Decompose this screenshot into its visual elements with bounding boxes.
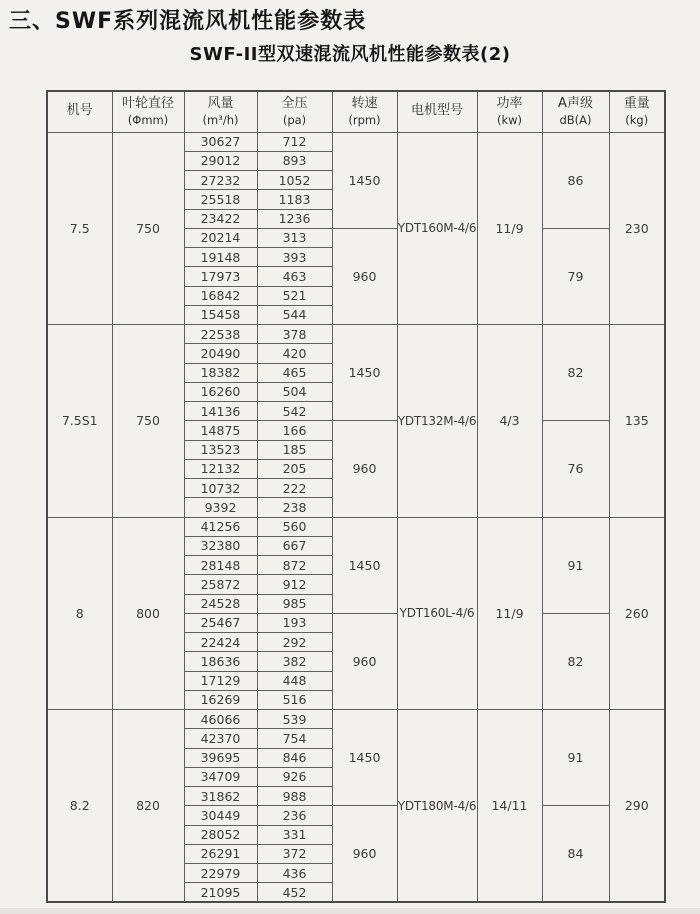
airflow-cell: 29012 xyxy=(184,151,257,170)
column-label: 风量 xyxy=(207,95,234,111)
weight-cell: 260 xyxy=(609,517,665,710)
noise-level-cell: 79 xyxy=(542,228,609,324)
noise-level-cell: 91 xyxy=(542,710,609,806)
airflow-cell: 22538 xyxy=(184,325,257,344)
noise-level-cell: 82 xyxy=(542,325,609,421)
airflow-cell: 16269 xyxy=(184,690,257,709)
airflow-cell: 18636 xyxy=(184,652,257,671)
column-header-weight xyxy=(609,91,665,132)
column-label: 转速 xyxy=(351,95,378,111)
diameter-cell: 750 xyxy=(112,325,184,518)
pressure-cell: 465 xyxy=(257,363,332,382)
table-row xyxy=(47,325,665,344)
pressure-cell: 448 xyxy=(257,671,332,690)
pressure-cell: 893 xyxy=(257,151,332,170)
table-row xyxy=(47,517,665,536)
motor-model-cell: YDT180M-4/6 xyxy=(397,710,477,903)
power-cell: 14/11 xyxy=(477,710,542,903)
airflow-cell: 14136 xyxy=(184,402,257,421)
pressure-cell: 185 xyxy=(257,440,332,459)
model-cell: 7.5S1 xyxy=(47,325,112,518)
column-header-model xyxy=(47,91,112,132)
pressure-cell: 521 xyxy=(257,286,332,305)
pressure-cell: 539 xyxy=(257,710,332,729)
column-unit: (pa) xyxy=(282,112,307,127)
pressure-cell: 420 xyxy=(257,344,332,363)
weight-cell: 230 xyxy=(609,132,665,325)
column-unit: (Φmm) xyxy=(127,112,169,127)
airflow-cell: 42370 xyxy=(184,729,257,748)
pressure-cell: 372 xyxy=(257,844,332,863)
power-cell: 11/9 xyxy=(477,132,542,325)
model-cell: 8.2 xyxy=(47,710,112,903)
pressure-cell: 504 xyxy=(257,382,332,401)
weight-cell: 290 xyxy=(609,710,665,903)
column-label: 功率 xyxy=(496,95,523,111)
table-row xyxy=(47,710,665,729)
motor-model-cell: YDT160L-4/6 xyxy=(397,517,477,710)
model-cell: 8 xyxy=(47,517,112,710)
column-header-total-pressure xyxy=(257,91,332,132)
rpm-cell: 1450 xyxy=(332,517,397,613)
motor-model-cell: YDT132M-4/6 xyxy=(397,325,477,518)
airflow-cell: 14875 xyxy=(184,421,257,440)
column-label: 重量 xyxy=(623,95,650,111)
airflow-cell: 22424 xyxy=(184,633,257,652)
pressure-cell: 1183 xyxy=(257,190,332,209)
airflow-cell: 20214 xyxy=(184,228,257,247)
airflow-cell: 19148 xyxy=(184,248,257,267)
airflow-cell: 22979 xyxy=(184,864,257,883)
column-label: 全压 xyxy=(281,95,308,111)
diameter-cell: 820 xyxy=(112,710,184,903)
airflow-cell: 25467 xyxy=(184,613,257,632)
pressure-cell: 166 xyxy=(257,421,332,440)
diameter-cell: 750 xyxy=(112,132,184,325)
airflow-cell: 9392 xyxy=(184,498,257,517)
airflow-cell: 23422 xyxy=(184,209,257,228)
diameter-cell: 800 xyxy=(112,517,184,710)
pressure-cell: 238 xyxy=(257,498,332,517)
rpm-cell: 1450 xyxy=(332,710,397,806)
motor-model-cell: YDT160M-4/6 xyxy=(397,132,477,325)
noise-level-cell: 82 xyxy=(542,613,609,709)
pressure-cell: 193 xyxy=(257,613,332,632)
pressure-cell: 544 xyxy=(257,305,332,324)
airflow-cell: 27232 xyxy=(184,171,257,190)
pressure-cell: 988 xyxy=(257,787,332,806)
airflow-cell: 26291 xyxy=(184,844,257,863)
airflow-cell: 21095 xyxy=(184,883,257,902)
pressure-cell: 236 xyxy=(257,806,332,825)
pressure-cell: 846 xyxy=(257,748,332,767)
column-label: 机号 xyxy=(66,103,93,119)
pressure-cell: 393 xyxy=(257,248,332,267)
airflow-cell: 30627 xyxy=(184,132,257,151)
noise-level-cell: 91 xyxy=(542,517,609,613)
airflow-cell: 28148 xyxy=(184,556,257,575)
airflow-cell: 25872 xyxy=(184,575,257,594)
rpm-cell: 1450 xyxy=(332,132,397,228)
table-body xyxy=(47,132,665,902)
weight-cell: 135 xyxy=(609,325,665,518)
rpm-cell: 960 xyxy=(332,228,397,324)
pressure-cell: 292 xyxy=(257,633,332,652)
column-header-airflow xyxy=(184,91,257,132)
page-title: 三、SWF系列混流风机性能参数表 xyxy=(9,9,367,34)
rpm-cell: 960 xyxy=(332,806,397,902)
pressure-cell: 382 xyxy=(257,652,332,671)
airflow-cell: 10732 xyxy=(184,479,257,498)
column-unit: dB(A) xyxy=(559,112,592,127)
pressure-cell: 985 xyxy=(257,594,332,613)
model-cell: 7.5 xyxy=(47,132,112,325)
pressure-cell: 872 xyxy=(257,556,332,575)
pressure-cell: 516 xyxy=(257,690,332,709)
power-cell: 11/9 xyxy=(477,517,542,710)
airflow-cell: 18382 xyxy=(184,363,257,382)
column-header-noise-level xyxy=(542,91,609,132)
column-unit: (kw) xyxy=(496,112,523,127)
airflow-cell: 31862 xyxy=(184,787,257,806)
column-label: A声级 xyxy=(558,95,593,111)
column-label: 叶轮直径 xyxy=(121,95,174,111)
noise-level-cell: 86 xyxy=(542,132,609,228)
column-unit: (m³/h) xyxy=(202,112,239,127)
column-header-power xyxy=(477,91,542,132)
table-row xyxy=(47,132,665,151)
airflow-cell: 17129 xyxy=(184,671,257,690)
fan-parameters-table xyxy=(46,90,666,903)
pressure-cell: 205 xyxy=(257,459,332,478)
airflow-cell: 41256 xyxy=(184,517,257,536)
column-header-speed xyxy=(332,91,397,132)
airflow-cell: 34709 xyxy=(184,767,257,786)
pressure-cell: 463 xyxy=(257,267,332,286)
column-unit: (kg) xyxy=(625,112,649,127)
pressure-cell: 667 xyxy=(257,536,332,555)
pressure-cell: 1236 xyxy=(257,209,332,228)
airflow-cell: 17973 xyxy=(184,267,257,286)
airflow-cell: 15458 xyxy=(184,305,257,324)
table-header-row xyxy=(47,91,665,132)
airflow-cell: 39695 xyxy=(184,748,257,767)
scan-edge-artifact xyxy=(0,908,700,914)
power-cell: 4/3 xyxy=(477,325,542,518)
column-label: 电机型号 xyxy=(410,103,463,119)
pressure-cell: 436 xyxy=(257,864,332,883)
column-header-impeller-diameter xyxy=(112,91,184,132)
airflow-cell: 30449 xyxy=(184,806,257,825)
airflow-cell: 25518 xyxy=(184,190,257,209)
column-header-motor-model xyxy=(397,91,477,132)
pressure-cell: 1052 xyxy=(257,171,332,190)
pressure-cell: 912 xyxy=(257,575,332,594)
pressure-cell: 378 xyxy=(257,325,332,344)
airflow-cell: 32380 xyxy=(184,536,257,555)
airflow-cell: 13523 xyxy=(184,440,257,459)
noise-level-cell: 76 xyxy=(542,421,609,517)
airflow-cell: 16842 xyxy=(184,286,257,305)
pressure-cell: 560 xyxy=(257,517,332,536)
airflow-cell: 46066 xyxy=(184,710,257,729)
airflow-cell: 20490 xyxy=(184,344,257,363)
pressure-cell: 926 xyxy=(257,767,332,786)
pressure-cell: 331 xyxy=(257,825,332,844)
rpm-cell: 960 xyxy=(332,421,397,517)
pressure-cell: 754 xyxy=(257,729,332,748)
pressure-cell: 452 xyxy=(257,883,332,902)
airflow-cell: 28052 xyxy=(184,825,257,844)
pressure-cell: 313 xyxy=(257,228,332,247)
noise-level-cell: 84 xyxy=(542,806,609,902)
rpm-cell: 1450 xyxy=(332,325,397,421)
airflow-cell: 24528 xyxy=(184,594,257,613)
airflow-cell: 12132 xyxy=(184,459,257,478)
pressure-cell: 222 xyxy=(257,479,332,498)
rpm-cell: 960 xyxy=(332,613,397,709)
column-unit: (rpm) xyxy=(348,112,381,127)
pressure-cell: 712 xyxy=(257,132,332,151)
page-subtitle: SWF-II型双速混流风机性能参数表(2) xyxy=(189,44,511,65)
airflow-cell: 16260 xyxy=(184,382,257,401)
pressure-cell: 542 xyxy=(257,402,332,421)
